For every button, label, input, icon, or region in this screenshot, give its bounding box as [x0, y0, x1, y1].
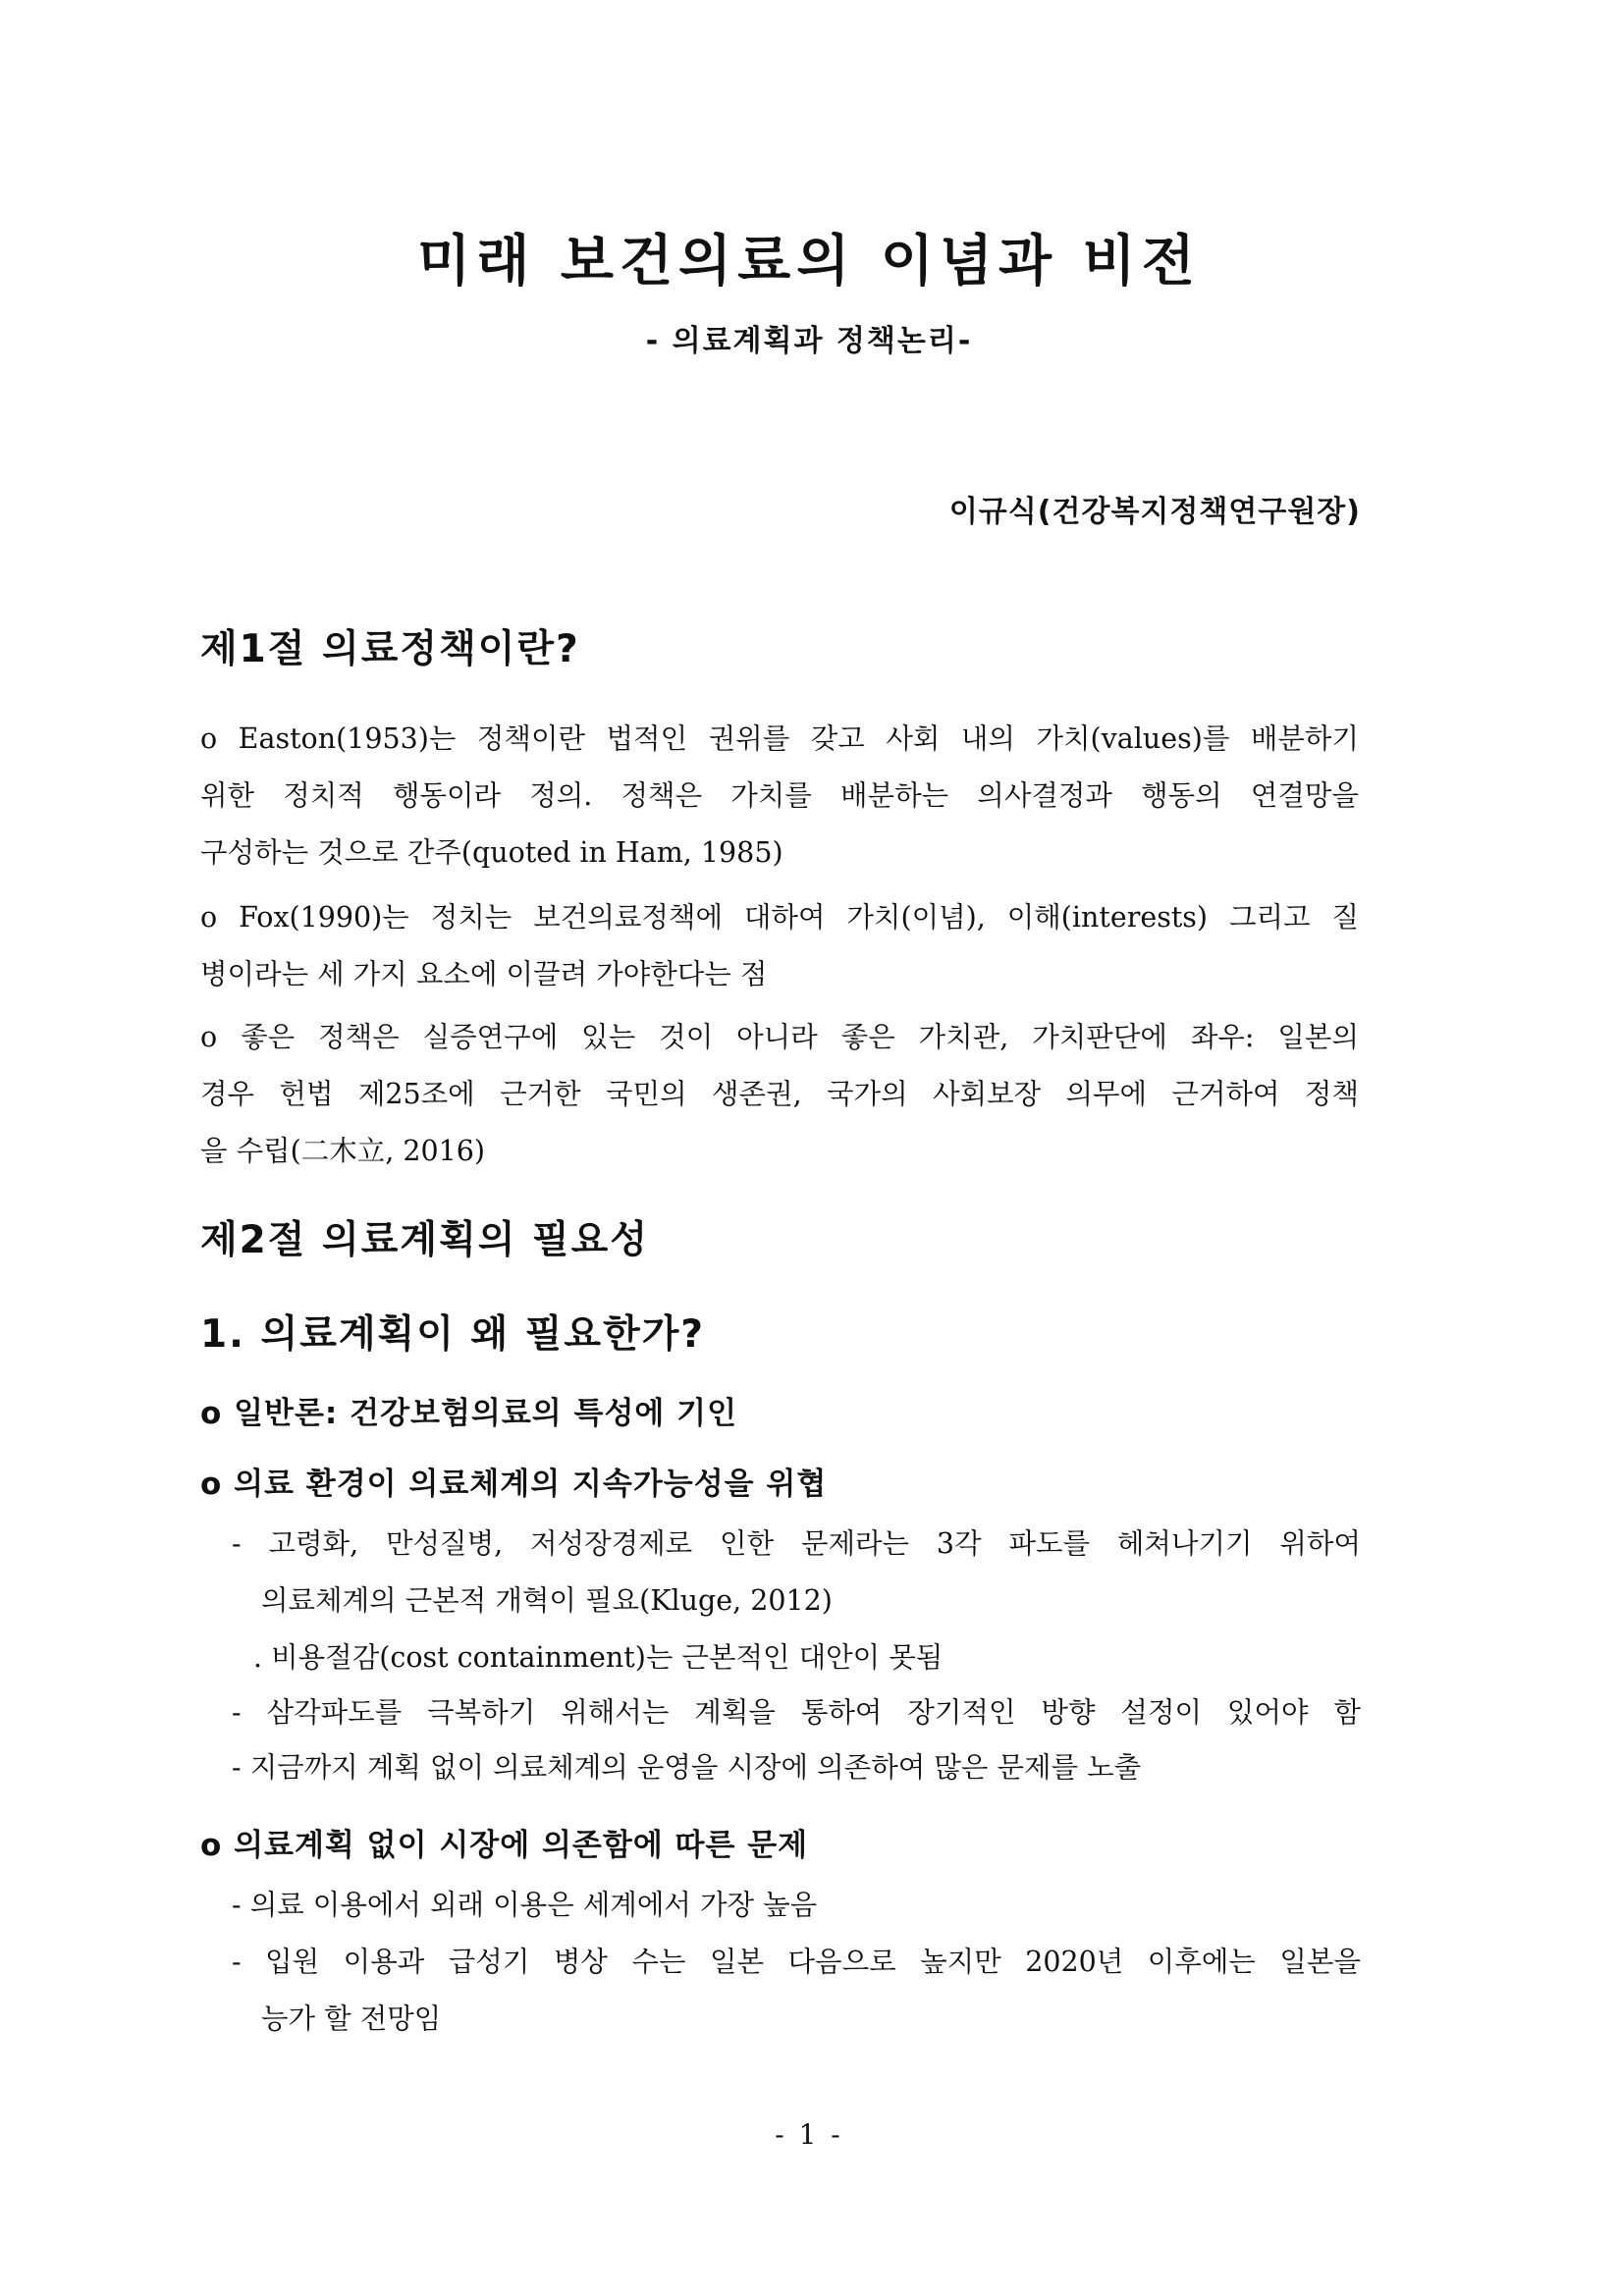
bullet-heading-2: o 의료 환경이 의료체계의 지속가능성을 위협 — [200, 1467, 828, 1502]
dash-item — [232, 1877, 1361, 1934]
item-line: - 입원 이용과 급성기 병상 수는 일본 다음으로 높지만 2020년 이후에는 일본을 — [232, 1946, 1361, 1978]
item-line: - 삼각파도를 극복하기 위해서는 계획을 통하여 장기적인 방향 설정이 있어야 함 — [232, 1696, 1361, 1729]
document-title: 미래 보건의료의 이념과 비전 — [417, 230, 1201, 294]
item-line: 능가 할 전망임 — [261, 2002, 442, 2035]
paragraph-line: 위한 정치적 행동이라 정의. 정책은 가치를 배분하는 의사결정과 행동의 연결망을 — [200, 779, 1359, 812]
bullet-heading-1: o 일반론: 건강보험의료의 특성에 기인 — [200, 1396, 738, 1431]
author-line: 이규식(건강복지정책연구원장) — [948, 495, 1361, 529]
item-line: - 의료 이용에서 외래 이용은 세계에서 가장 높음 — [232, 1889, 818, 1921]
page-number: - 1 - — [775, 2118, 843, 2151]
section-1-heading: 제1절 의료정책이란? — [200, 627, 580, 671]
paragraph-line: o 좋은 정책은 실증연구에 있는 것이 아니라 좋은 가치관, 가치판단에 좌우: 일본의 — [200, 1021, 1359, 1053]
section-2-heading: 제2절 의료계획의 필요성 — [200, 1218, 650, 1262]
paragraph-line: o Easton(1953)는 정책이란 법적인 권위를 갖고 사회 내의 가치(values)를 배분하기 — [200, 722, 1359, 755]
dash-item — [232, 1684, 1361, 1741]
item-line: - 고령화, 만성질병, 저성장경제로 인한 문제라는 3각 파도를 헤쳐나기기 위하여 — [232, 1527, 1361, 1560]
dash-item — [232, 1934, 1361, 2048]
dash-item — [232, 1739, 1361, 1796]
section-1-paragraph-1 — [200, 711, 1359, 881]
dash-item — [232, 1516, 1361, 1629]
item-line: - 지금까지 계획 없이 의료체계의 운영을 시장에 의존하여 많은 문제를 노출 — [232, 1751, 1142, 1784]
paragraph-line: 구성하는 것으로 간주(quoted in Ham, 1985) — [200, 836, 783, 869]
paragraph-line: 경우 헌법 제25조에 근거한 국민의 생존권, 국가의 사회보장 의무에 근거하여 정책 — [200, 1078, 1359, 1110]
section-1-paragraph-3 — [200, 1009, 1359, 1180]
paragraph-line: 병이라는 세 가지 요소에 이끌려 가야한다는 점 — [200, 958, 768, 990]
paragraph-line: 을 수립(二木立, 2016) — [200, 1135, 486, 1167]
document-subtitle: - 의료계획과 정책논리- — [645, 324, 973, 358]
section-2-subheading: 1. 의료계획이 왜 필요한가? — [200, 1312, 706, 1357]
item-line: 의료체계의 근본적 개혁이 필요(Kluge, 2012) — [261, 1584, 833, 1617]
dot-item — [253, 1629, 1363, 1686]
bullet-heading-3: o 의료계획 없이 시장에 의존함에 따른 문제 — [200, 1828, 809, 1863]
item-line: . 비용절감(cost containment)는 근본적인 대안이 못됨 — [253, 1641, 944, 1674]
paragraph-line: o Fox(1990)는 정치는 보건의료정책에 대하여 가치(이념), 이해(interests) 그리고 질 — [200, 901, 1359, 934]
section-1-paragraph-2 — [200, 889, 1359, 1003]
